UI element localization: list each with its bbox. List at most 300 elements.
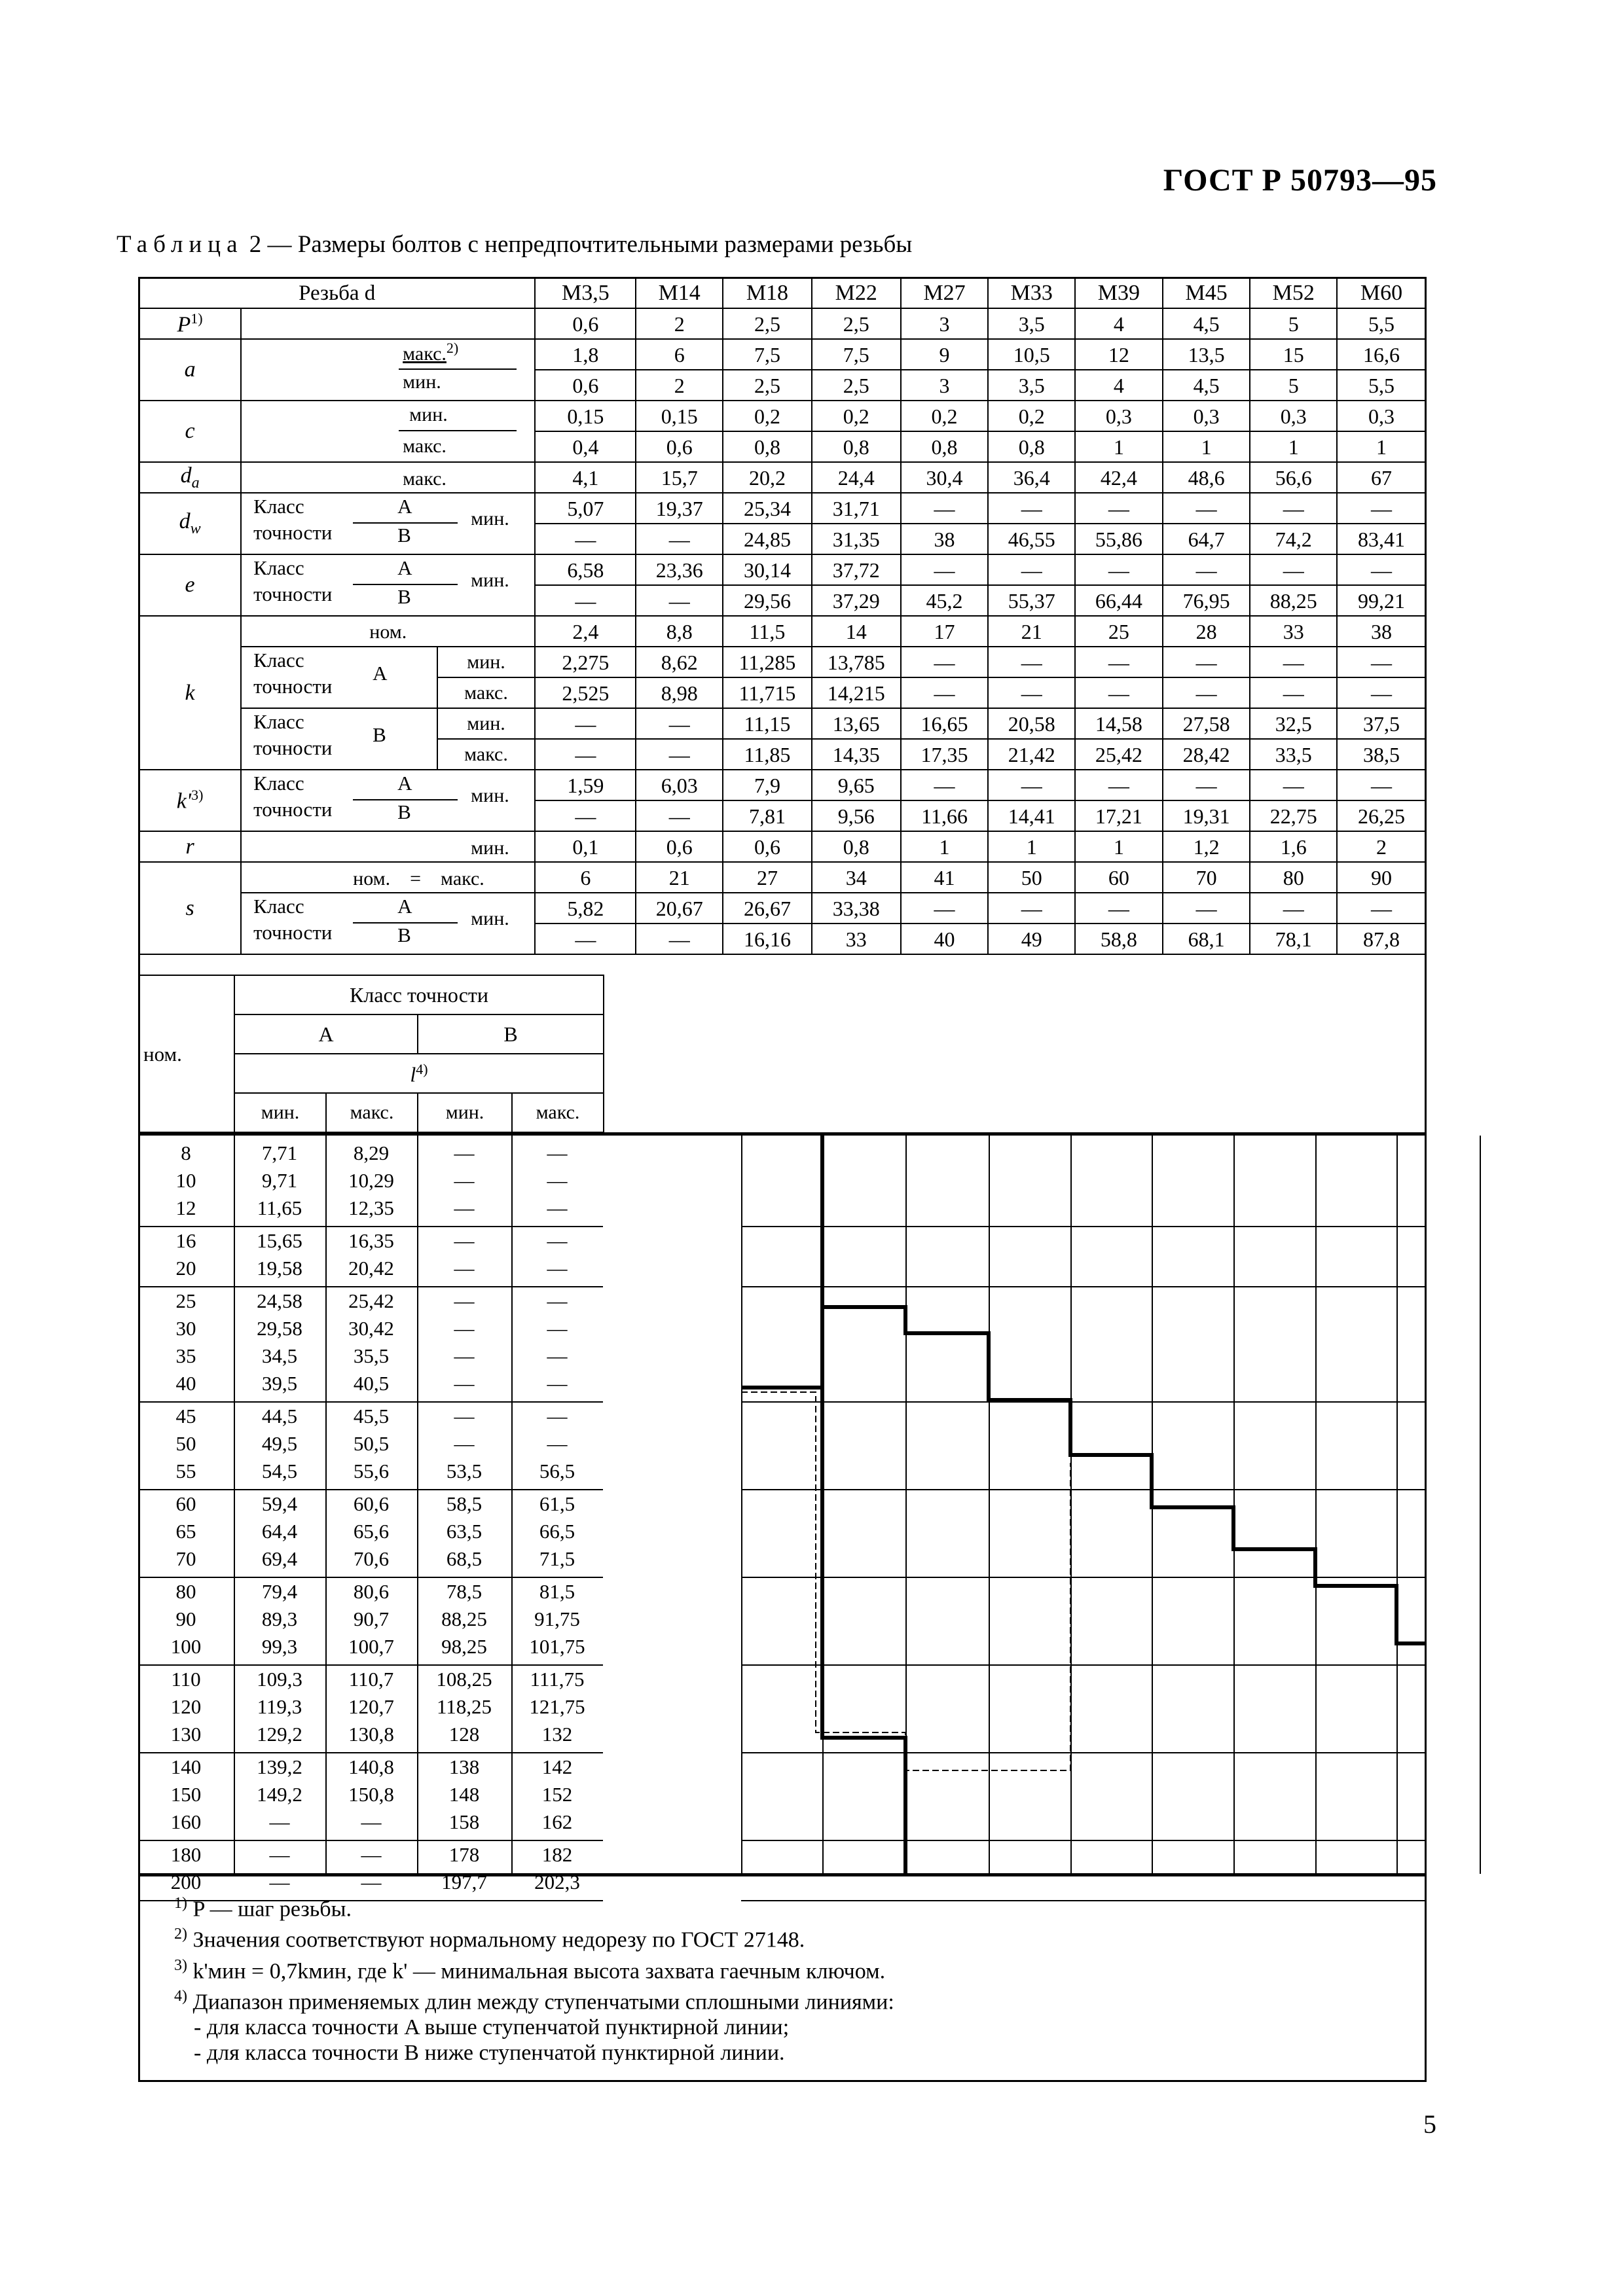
length-a-maks-label: макс. [326, 1093, 418, 1132]
length-group [138, 1139, 603, 1227]
k-label [139, 616, 241, 770]
k-a-maks-1: 8,98 [636, 677, 723, 708]
length-cell-0: 25 [175, 1289, 196, 1312]
r-min-2: 0,6 [723, 831, 812, 862]
p-val-8: 5 [1250, 308, 1337, 339]
length-row [138, 1666, 603, 1693]
length-cell-1: 24,58 [257, 1289, 302, 1312]
kprime-a-6: — [1075, 770, 1163, 800]
length-row [138, 1342, 603, 1370]
length-cell-0: 130 [170, 1723, 202, 1746]
length-cell-1: 29,58 [257, 1317, 302, 1340]
length-cell-3: — [454, 1289, 475, 1312]
k-a-class-cell [241, 647, 437, 708]
length-cell-4: — [547, 1432, 568, 1455]
length-cell-0: 12 [175, 1196, 196, 1219]
a-min-6: 4 [1075, 370, 1163, 401]
p-val-9: 5,5 [1337, 308, 1426, 339]
da-maks-5: 36,4 [988, 462, 1075, 493]
p-val-1: 2 [636, 308, 723, 339]
kprime-a-8: — [1250, 770, 1337, 800]
dw-b-2: 24,85 [723, 524, 812, 554]
c-min-0: 0,15 [535, 401, 636, 431]
s-a-3: 33,38 [812, 893, 901, 924]
length-cell-1: 99,3 [261, 1635, 298, 1658]
dw-tochnosti: точности [253, 521, 333, 544]
kprime-b-2: 7,81 [723, 800, 812, 831]
kprime-a-3: 9,65 [812, 770, 901, 800]
dw-a-5: — [988, 493, 1075, 524]
s-a-0: 5,82 [535, 893, 636, 924]
length-cell-4: 142 [541, 1755, 573, 1778]
length-cell-0: 10 [175, 1169, 196, 1192]
length-nom-label: ном. [139, 975, 234, 1132]
footnote-text: k'мин = 0,7kмин, где k' — минимальная высота захвата гаечным ключом. [192, 1958, 886, 1983]
da-maks-6: 42,4 [1075, 462, 1163, 493]
a-maks-9: 16,6 [1337, 339, 1426, 370]
k-nom-1: 8,8 [636, 616, 723, 647]
s-class-b: B [397, 924, 411, 946]
length-cell-2: 40,5 [353, 1372, 390, 1395]
length-col-sep [511, 1136, 513, 1874]
p-val-5: 3,5 [988, 308, 1075, 339]
a-maks-label: макс. [403, 343, 447, 365]
thread-label-text: Резьба d [299, 281, 376, 305]
s-label [139, 862, 241, 954]
s-b-0: — [535, 924, 636, 954]
a-maks-note: 2) [446, 340, 459, 356]
s-a-7: — [1163, 893, 1250, 924]
k-nom-6: 25 [1075, 616, 1163, 647]
a-maks-7: 13,5 [1163, 339, 1250, 370]
k-a-min-1: 8,62 [636, 647, 723, 677]
length-cell-1: 19,58 [257, 1257, 302, 1280]
length-cell-1: 39,5 [261, 1372, 298, 1395]
length-col-sep [325, 1136, 327, 1874]
da-label-sub: a [191, 474, 200, 492]
size-5: M33 [988, 278, 1075, 308]
length-cell-4: 61,5 [539, 1492, 575, 1515]
length-cell-2: 45,5 [353, 1405, 390, 1427]
length-cell-0: 65 [175, 1520, 196, 1543]
s-nom-8: 80 [1250, 862, 1337, 893]
s-b-4: 40 [901, 924, 989, 954]
kprime-class-cell [241, 770, 535, 831]
k-b-min-0: — [535, 708, 636, 739]
s-nom-label: ном. [353, 868, 391, 889]
s-b-5: 49 [988, 924, 1075, 954]
e-b-3: 37,29 [812, 585, 901, 616]
length-row [138, 1458, 603, 1485]
length-cell-2: — [361, 1810, 382, 1833]
a-label-symbol: a [184, 357, 196, 382]
a-min-1: 2 [636, 370, 723, 401]
length-cell-2: 80,6 [353, 1580, 390, 1603]
size-7: M45 [1163, 278, 1250, 308]
length-cell-4: — [547, 1196, 568, 1219]
e-b-9: 99,21 [1337, 585, 1426, 616]
c-min-6: 0,3 [1075, 401, 1163, 431]
length-cell-0: 80 [175, 1580, 196, 1603]
length-cell-1: 119,3 [257, 1695, 302, 1718]
k-a-klass: Класс [253, 649, 304, 672]
e-b-5: 55,37 [988, 585, 1075, 616]
da-maks-2: 20,2 [723, 462, 812, 493]
length-cell-4: 121,75 [529, 1695, 585, 1718]
footnote-num: 4) [174, 1987, 187, 2005]
k-nom-7: 28 [1163, 616, 1250, 647]
e-a-4: — [901, 554, 989, 585]
length-cell-2: 8,29 [353, 1141, 390, 1164]
lower-solid-step [822, 1136, 905, 1874]
e-min: мин. [471, 569, 509, 591]
k-b-maks-2: 11,85 [723, 739, 812, 770]
dw-a-2: 25,34 [723, 493, 812, 524]
p-label-symbol: P [177, 312, 191, 337]
a-min-4: 3 [901, 370, 989, 401]
k-b-min-9: 37,5 [1337, 708, 1426, 739]
length-cell-1: 7,71 [261, 1141, 298, 1164]
s-nom-6: 60 [1075, 862, 1163, 893]
footnote [174, 1922, 1427, 1952]
c-min-2: 0,2 [723, 401, 812, 431]
k-label-symbol: k [185, 680, 195, 705]
k-b-min-6: 14,58 [1075, 708, 1163, 739]
p-val-6: 4 [1075, 308, 1163, 339]
length-cell-2: 70,6 [353, 1547, 390, 1570]
dw-b-9: 83,41 [1337, 524, 1426, 554]
r-min-1: 0,6 [636, 831, 723, 862]
length-group [138, 1403, 603, 1490]
e-label-symbol: e [185, 573, 195, 597]
k-nom-9: 38 [1337, 616, 1426, 647]
k-b-maks-5: 21,42 [988, 739, 1075, 770]
length-cell-0: 160 [170, 1810, 202, 1833]
length-cell-2: 120,7 [348, 1695, 394, 1718]
s-b-3: 33 [812, 924, 901, 954]
e-b-4: 45,2 [901, 585, 989, 616]
k-b-maks-9: 38,5 [1337, 739, 1426, 770]
length-cell-0: 8 [181, 1141, 191, 1164]
s-label-symbol: s [185, 895, 194, 920]
a-maks-2: 7,5 [723, 339, 812, 370]
footnote [174, 2015, 1427, 2040]
a-maks-5: 10,5 [988, 339, 1075, 370]
e-b-8: 88,25 [1250, 585, 1337, 616]
c-min-9: 0,3 [1337, 401, 1426, 431]
dw-a-0: 5,07 [535, 493, 636, 524]
c-maks-8: 1 [1250, 431, 1337, 462]
length-cell-0: 120 [170, 1695, 202, 1718]
length-cell-4: 91,75 [534, 1607, 580, 1630]
length-row [138, 1693, 603, 1721]
length-cell-1: 129,2 [257, 1723, 302, 1746]
da-maks-label: макс. [403, 468, 447, 490]
a-maks-1: 6 [636, 339, 723, 370]
length-cell-0: 45 [175, 1405, 196, 1427]
length-row [138, 1841, 603, 1869]
s-b-2: 16,16 [723, 924, 812, 954]
k-a-maks-2: 11,715 [723, 677, 812, 708]
kprime-label [139, 770, 241, 831]
length-cell-1: 149,2 [257, 1783, 302, 1806]
a-maks-6: 12 [1075, 339, 1163, 370]
e-a-3: 37,72 [812, 554, 901, 585]
e-a-7: — [1163, 554, 1250, 585]
footnote [174, 2040, 1427, 2066]
length-cell-0: 40 [175, 1372, 196, 1395]
length-col-sep [234, 1136, 235, 1874]
k-b-min-1: — [636, 708, 723, 739]
length-row [138, 1578, 603, 1605]
length-cell-4: 56,5 [539, 1460, 575, 1482]
kprime-b-1: — [636, 800, 723, 831]
k-nom-2: 11,5 [723, 616, 812, 647]
k-b-min-2: 11,15 [723, 708, 812, 739]
size-6: M39 [1075, 278, 1163, 308]
length-cell-3: 88,25 [441, 1607, 487, 1630]
c-maks-label: макс. [403, 435, 447, 457]
p-val-7: 4,5 [1163, 308, 1250, 339]
length-cell-0: 110 [171, 1668, 201, 1691]
kprime-a-2: 7,9 [723, 770, 812, 800]
length-cell-3: 197,7 [441, 1871, 487, 1893]
da-blank [241, 462, 535, 493]
k-b-min-7: 27,58 [1163, 708, 1250, 739]
dw-min: мин. [471, 508, 509, 529]
e-b-7: 76,95 [1163, 585, 1250, 616]
e-b-2: 29,56 [723, 585, 812, 616]
c-maks-4: 0,8 [901, 431, 989, 462]
length-cell-3: 178 [448, 1843, 480, 1866]
s-min: мин. [471, 908, 509, 929]
length-cell-1: 54,5 [261, 1460, 298, 1482]
k-b-min-4: 16,65 [901, 708, 989, 739]
k-a-min-label: мин. [437, 647, 536, 677]
length-cell-3: 53,5 [446, 1460, 483, 1482]
e-class-b: B [397, 585, 411, 608]
kprime-a-9: — [1337, 770, 1426, 800]
k-b-tochnosti: точности [253, 736, 333, 759]
s-nom-9: 90 [1337, 862, 1426, 893]
length-cell-4: 152 [541, 1783, 573, 1806]
s-klass: Класс [253, 895, 304, 918]
s-nom-2: 27 [723, 862, 812, 893]
s-a-4: — [901, 893, 989, 924]
k-nom-label: ном. [369, 621, 407, 643]
length-cell-2: 90,7 [353, 1607, 390, 1630]
e-label [139, 554, 241, 616]
length-cell-3: 148 [448, 1783, 480, 1806]
kprime-klass: Класс [253, 772, 304, 795]
a-label [139, 339, 241, 401]
a-maks-8: 15 [1250, 339, 1337, 370]
a-maks-0: 1,8 [535, 339, 636, 370]
length-cell-1: — [269, 1871, 290, 1893]
length-cell-4: 81,5 [539, 1580, 575, 1603]
da-maks-9: 67 [1337, 462, 1426, 493]
r-min-3: 0,8 [812, 831, 901, 862]
length-cell-4: — [547, 1405, 568, 1427]
length-cell-4: 162 [541, 1810, 573, 1833]
e-class-cell [241, 554, 535, 616]
length-cell-1: — [269, 1810, 290, 1833]
s-a-9: — [1337, 893, 1426, 924]
c-min-7: 0,3 [1163, 401, 1250, 431]
length-cell-3: — [454, 1229, 475, 1252]
c-maks-9: 1 [1337, 431, 1426, 462]
length-cell-0: 140 [170, 1755, 202, 1778]
length-cell-1: 34,5 [261, 1344, 298, 1367]
length-cell-0: 200 [170, 1871, 202, 1893]
length-l-label [234, 1054, 604, 1093]
length-cell-0: 180 [170, 1843, 202, 1866]
length-row [138, 1255, 603, 1282]
k-nom-0: 2,4 [535, 616, 636, 647]
k-nom-8: 33 [1250, 616, 1337, 647]
s-eq: = [410, 868, 422, 889]
length-row [138, 1781, 603, 1808]
r-label [139, 831, 241, 862]
kprime-b-5: 14,41 [988, 800, 1075, 831]
length-cell-3: — [454, 1344, 475, 1367]
document-id: ГОСТ Р 50793—95 [1163, 163, 1437, 198]
k-a-min-3: 13,785 [812, 647, 901, 677]
c-maks-5: 0,8 [988, 431, 1075, 462]
upper-solid-step [822, 1136, 1427, 1643]
dw-a-3: 31,71 [812, 493, 901, 524]
e-b-6: 66,44 [1075, 585, 1163, 616]
kprime-b-6: 17,21 [1075, 800, 1163, 831]
p-val-3: 2,5 [812, 308, 901, 339]
dw-a-9: — [1337, 493, 1426, 524]
length-cell-3: 118,25 [436, 1695, 492, 1718]
k-b-maks-1: — [636, 739, 723, 770]
kprime-label-symbol: k' [176, 789, 192, 814]
k-b-maks-6: 25,42 [1075, 739, 1163, 770]
c-min-8: 0,3 [1250, 401, 1337, 431]
s-a-1: 20,67 [636, 893, 723, 924]
e-b-0: — [535, 585, 636, 616]
k-a-class: A [373, 662, 388, 685]
k-b-class-cell [241, 708, 437, 770]
footnote [174, 1984, 1427, 2015]
length-cell-1: 139,2 [257, 1755, 302, 1778]
e-a-9: — [1337, 554, 1426, 585]
p-label [139, 308, 241, 339]
size-1: M14 [636, 278, 723, 308]
length-cell-1: 69,4 [261, 1547, 298, 1570]
c-min-4: 0,2 [901, 401, 989, 431]
s-tochnosti: точности [253, 921, 333, 944]
dw-class-a: A [397, 495, 412, 518]
s-class-a: A [397, 895, 412, 918]
length-cell-3: 138 [448, 1755, 480, 1778]
kprime-label-sup: 3) [191, 787, 204, 804]
length-cell-2: 12,35 [348, 1196, 394, 1219]
k-a-min-7: — [1163, 647, 1250, 677]
k-a-min-2: 11,285 [723, 647, 812, 677]
length-cell-0: 35 [175, 1344, 196, 1367]
dw-b-8: 74,2 [1250, 524, 1337, 554]
size-2: M18 [723, 278, 812, 308]
r-min-0: 0,1 [535, 831, 636, 862]
length-group [138, 1287, 603, 1403]
length-cell-4: — [547, 1317, 568, 1340]
footnote [174, 1953, 1427, 1984]
length-cell-2: 140,8 [348, 1755, 394, 1778]
length-cell-2: 30,42 [348, 1317, 394, 1340]
dw-b-0: — [535, 524, 636, 554]
length-cell-3: 98,25 [441, 1635, 487, 1658]
s-a-6: — [1075, 893, 1163, 924]
c-maks-7: 1 [1163, 431, 1250, 462]
length-l-footnote: 4) [416, 1060, 428, 1077]
c-maks-1: 0,6 [636, 431, 723, 462]
length-row [138, 1139, 603, 1167]
length-cell-0: 16 [175, 1229, 196, 1252]
length-class-a: A [234, 1014, 418, 1054]
k-a-maks-8: — [1250, 677, 1337, 708]
da-maks-8: 56,6 [1250, 462, 1337, 493]
upper-solid-step-1 [741, 1136, 822, 1388]
s-nom-7: 70 [1163, 862, 1250, 893]
e-a-2: 30,14 [723, 554, 812, 585]
size-4: M27 [901, 278, 989, 308]
length-cell-1: 109,3 [257, 1668, 302, 1691]
length-row [138, 1227, 603, 1255]
s-nom-3: 34 [812, 862, 901, 893]
s-a-5: — [988, 893, 1075, 924]
c-maks-6: 1 [1075, 431, 1163, 462]
length-cell-2: 55,6 [353, 1460, 390, 1482]
a-min-5: 3,5 [988, 370, 1075, 401]
dw-b-5: 46,55 [988, 524, 1075, 554]
length-group [138, 1666, 603, 1753]
dw-label-sub: w [190, 520, 201, 537]
a-min-8: 5 [1250, 370, 1337, 401]
c-maks-2: 0,8 [723, 431, 812, 462]
dw-a-1: 19,37 [636, 493, 723, 524]
e-a-5: — [988, 554, 1075, 585]
c-label [139, 401, 241, 462]
footnote-text: Значения соответствуют нормальному недорезу по ГОСТ 27148. [192, 1928, 805, 1952]
length-row [138, 1315, 603, 1342]
kprime-b-3: 9,56 [812, 800, 901, 831]
length-cell-1: 49,5 [261, 1432, 298, 1455]
length-group [138, 1227, 603, 1287]
length-cell-4: 182 [541, 1843, 573, 1866]
length-cell-1: 59,4 [261, 1492, 298, 1515]
s-b-9: 87,8 [1337, 924, 1426, 954]
length-cell-1: 89,3 [261, 1607, 298, 1630]
length-cell-4: 66,5 [539, 1520, 575, 1543]
dw-a-6: — [1075, 493, 1163, 524]
length-class-label: Класс точности [234, 975, 604, 1014]
length-cell-2: — [361, 1871, 382, 1893]
k-b-min-8: 32,5 [1250, 708, 1337, 739]
e-a-1: 23,36 [636, 554, 723, 585]
k-a-maks-label: макс. [437, 677, 536, 708]
p-val-0: 0,6 [535, 308, 636, 339]
dashed-step [741, 1392, 1070, 1770]
length-cell-0: 60 [175, 1492, 196, 1515]
length-row [138, 1753, 603, 1781]
length-row [138, 1430, 603, 1458]
length-l-symbol: l [410, 1062, 416, 1086]
length-cell-1: 44,5 [261, 1405, 298, 1427]
k-a-maks-0: 2,525 [535, 677, 636, 708]
